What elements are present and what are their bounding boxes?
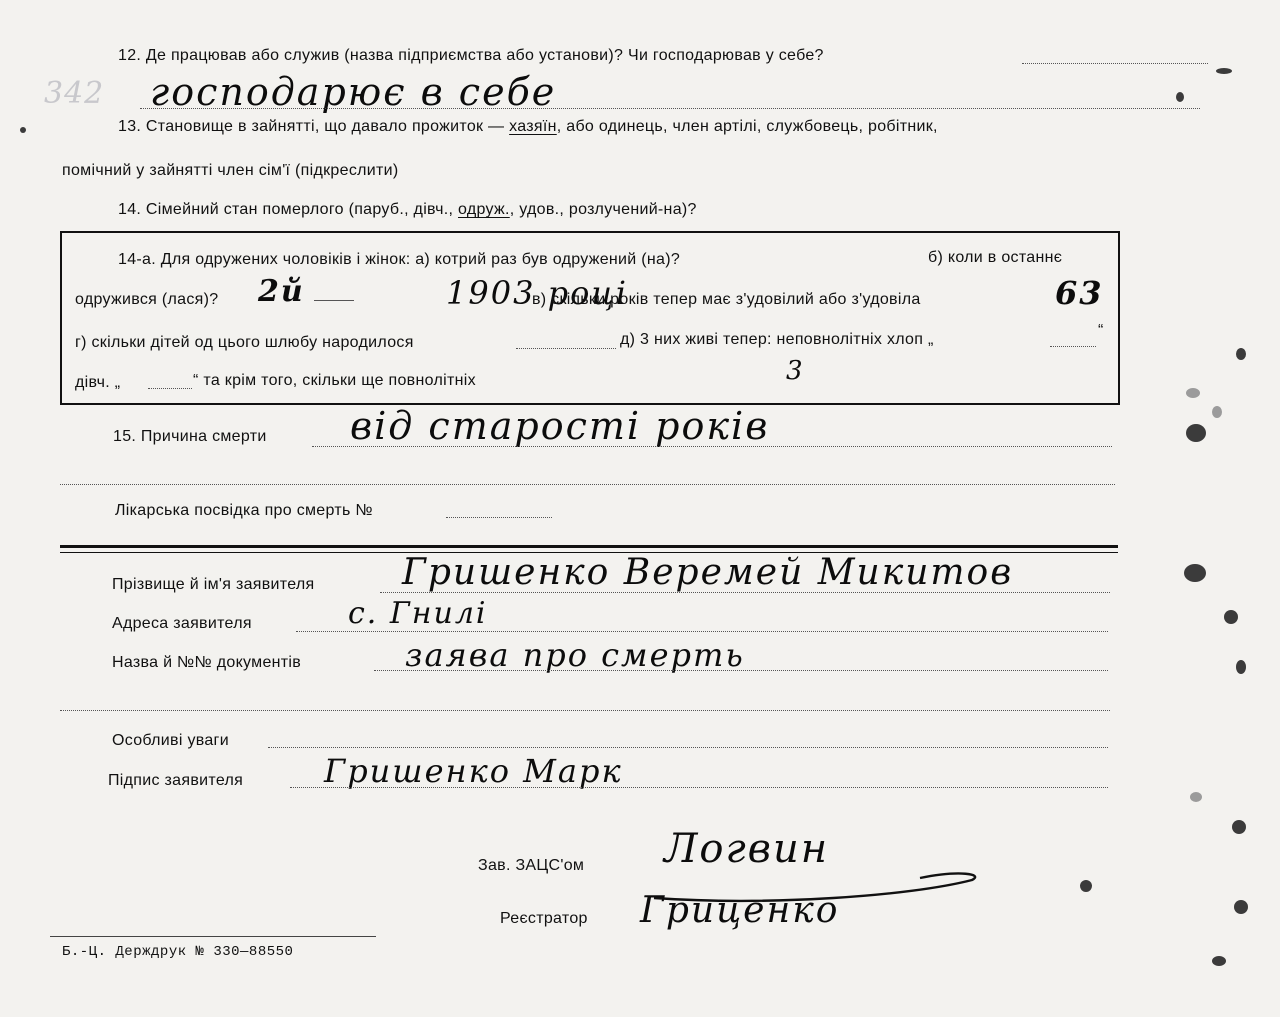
q14a-hand-age: 63: [1055, 274, 1104, 312]
applicant-sign-value: Гришенко Марк: [324, 752, 623, 790]
q14-line: [118, 201, 697, 219]
q14a-line2-suffix: в) скільки років тепер має з'удовілий або з'удовіла: [532, 291, 921, 308]
q12-fill-line: [1022, 63, 1208, 64]
q14a-line3-prefix: г) скільки дітей од цього шлюбу народилося: [75, 334, 414, 351]
punch-hole: [1232, 820, 1246, 834]
q14a-line4-mid: “ та крім того, скільки ще повнолітніх: [193, 372, 476, 389]
q14a-line3-fill: [516, 348, 616, 349]
q14a-hand-order: 2й: [258, 274, 305, 309]
punch-hole: [1080, 880, 1092, 892]
q14-suffix: , удов., розлучений-на)?: [509, 201, 697, 218]
applicant-sign-label: Підпис заявителя: [108, 772, 244, 789]
q14a-line4-prefix: дівч. „: [75, 374, 121, 391]
punch-hole: [1186, 424, 1206, 442]
q12-label: 12. Де працював або служив (назва підприємства або установи)? Чи господарював у себе?: [118, 47, 824, 64]
q14a-line2-prefix: одружився (лася)?: [75, 291, 219, 308]
punch-hole: [1212, 406, 1222, 418]
punch-hole: [1224, 610, 1238, 624]
punch-hole: [1190, 792, 1202, 802]
q15-label: 15. Причина смерти: [113, 428, 267, 445]
q15-extra-line: [60, 484, 1115, 485]
applicant-address-line: [296, 631, 1108, 632]
head-signature: Логвин: [664, 826, 830, 872]
punch-hole: [1216, 68, 1232, 74]
q15-answer: від старості років: [350, 404, 770, 448]
registrar-signature: Гриценко: [640, 890, 840, 931]
head-label: Зав. ЗАЦС'ом: [478, 857, 585, 874]
q12-faint-stamp: 342: [44, 76, 105, 111]
q14-prefix: 14. Сімейний стан померлого (паруб., дівч.,: [118, 201, 454, 218]
punch-hole: [1176, 92, 1184, 102]
applicant-docs-label: Назва й №№ документів: [112, 654, 302, 671]
punch-hole: [1186, 388, 1200, 398]
q14a-line3-end: “: [1098, 322, 1104, 339]
applicant-address-label: Адреса заявителя: [112, 615, 252, 632]
applicant-name-label: Прізвище й ім'я заявителя: [112, 576, 315, 593]
punch-hole: [1236, 348, 1246, 360]
applicant-sign-line: [290, 787, 1108, 788]
applicant-extra-line: [60, 710, 1110, 711]
q12-answer: господарює в себе: [150, 70, 557, 114]
q13-prefix: 13. Становище в зайнятті, що давало прожиток —: [118, 118, 505, 135]
q13-underlined: хазяїн: [509, 118, 557, 135]
punch-hole: [1236, 660, 1246, 674]
applicant-name-value: Гришенко Веремей Микитов: [402, 552, 1014, 593]
section-rule-top: [60, 545, 1118, 548]
punch-hole: [1234, 900, 1248, 914]
medical-label: Лікарська посвідка про смерть №: [115, 502, 373, 519]
footer-rule: [50, 936, 376, 937]
punch-hole: [1184, 564, 1206, 582]
applicant-address-value: с. Гнилі: [348, 596, 488, 631]
medical-fill: [446, 517, 552, 518]
punch-hole: [1212, 956, 1226, 966]
applicant-notes-label: Особливі уваги: [112, 732, 229, 749]
q12-answer-line: [140, 108, 1200, 109]
applicant-docs-value: заява про смерть: [405, 636, 745, 674]
q14a-line3-fill2: [1050, 346, 1096, 347]
applicant-notes-line: [268, 747, 1108, 748]
registrar-label: Реєстратор: [500, 910, 588, 927]
margin-dot: [20, 127, 26, 133]
applicant-docs-line: [374, 670, 1108, 671]
q14a-line1: 14-а. Для одружених чоловіків і жінок: а) котрий раз був одружений (на)?: [118, 251, 681, 268]
q13-line1: [118, 118, 938, 136]
printer-imprint: Б.-Ц. Держдрук № 330—88550: [62, 944, 294, 960]
applicant-name-line: [380, 592, 1110, 593]
q14a-hand-adults: 3: [786, 356, 805, 386]
q14-underlined: одруж.: [458, 201, 510, 218]
q14a-line4-fill: [148, 388, 192, 389]
q14a-hand-year: 1903 році: [446, 274, 628, 312]
q14a-hand-dash: [314, 300, 354, 301]
q15-answer-line: [312, 446, 1112, 447]
q14a-line1-b: б) коли в останнє: [928, 249, 1063, 266]
q13-suffix: , або одинець, член артілі, службовець, робітник,: [556, 118, 938, 135]
q13-line2: помічний у зайнятті член сім'ї (підкреслити): [62, 162, 399, 179]
q14a-line3-mid: д) 3 них живі тепер: неповнолітніх хлоп „: [620, 331, 934, 348]
